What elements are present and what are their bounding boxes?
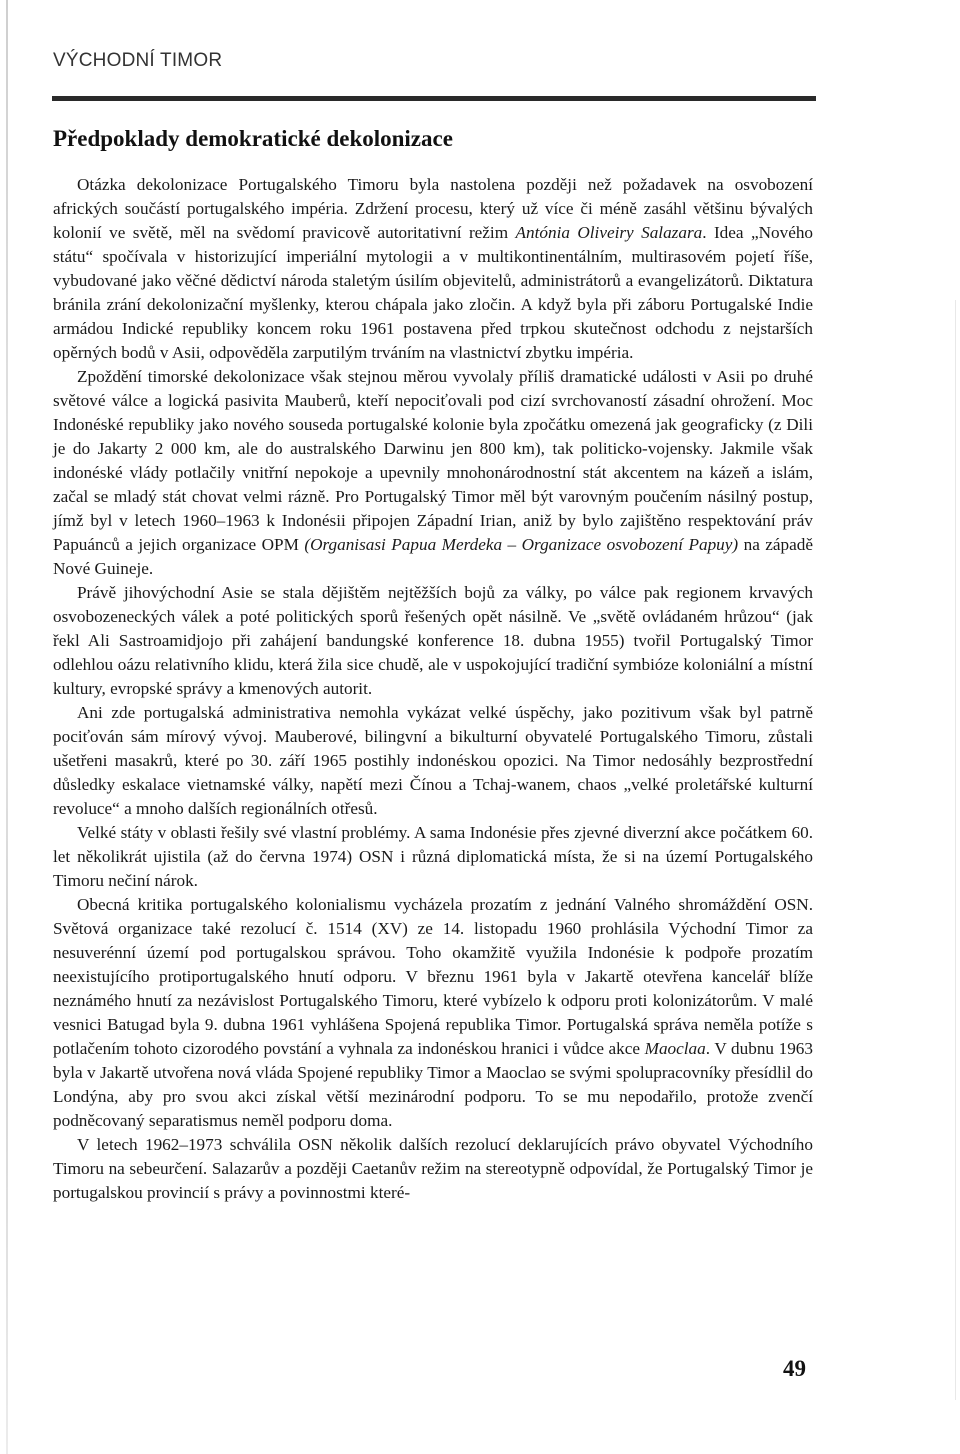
paragraph-text: V letech 1962–1973 schválila OSN několik dalších rezolucí deklarujících právo obyvatel Východního Timoru na sebeurčení. Salazarův a později Caetanův režim na stereotypně odpovídal, že Portugalský Timor je portugalskou provincií s právy a povinnostmi které-	[53, 1135, 813, 1202]
section-title: Předpoklady demokratické dekolonizace	[53, 126, 453, 151]
paragraph	[53, 1133, 813, 1205]
paragraph-text: Zpoždění timorské dekolonizace však stejnou měrou vyvolaly příliš dramatické události v Asii po druhé světové válce a logická pasivita Mauberů, kteří nepociťovali pod cizí svrchovaností zásadní ohrožení. Moc Indonéské republiky jako nového souseda portugalské kolonie byla zpočátku omezená jak geograficky (z Dili je do Jakarty 2 000 km, ale do australského Darwinu jen 800 km), tak politicko-vojensky. Jakmile však indonéské vlády potlačily vnitřní nepokoje a upevnily mnohonárodnostní stát akcentem na kázeň a islám, začal se mladý stát chovat velmi rázně. Pro Portugalský Timor měl být varovným poučením násilný postup, jímž byl v letech 1960–1963 k Indonésii připojen Západní Irian, aniž by bylo zajištěno respektování práv Papuánců a jejich organizace OPM	[53, 367, 813, 554]
paragraph	[53, 365, 813, 581]
scan-edge	[6, 0, 8, 1454]
paragraph	[53, 893, 813, 1133]
header-rule	[52, 96, 816, 101]
paragraph-text: Právě jihovýchodní Asie se stala dějištěm nejtěžších bojů za války, po válce pak regionem krvavých osvobozeneckých válek a poté politických sporů řešených opět násilně. Ve „světě ovládaném hrůzou“ (jak řekl Ali Sastroamidjojo při zahájení bandungské konference 18. dubna 1955) tvořil Portugalský Timor odlehlou oázu relativního klidu, která žila sice chudě, ale v uspokojující tradiční symbióze koloniální a místní kultury, evropské správy a kmenových autorit.	[53, 583, 813, 698]
paragraph	[53, 173, 813, 365]
paragraph-text: Otázka dekolonizace Portugalského Timoru byla nastolena později než požadavek na osvobození afrických součástí portugalského impéria. Zdržení procesu, který už více či méně zasáhl většinu bývalých kolonií ve světě, měl na svědomí pravicově autoritativní režim	[53, 175, 813, 242]
paragraph	[53, 821, 813, 893]
italic-name: Maoclaa	[644, 1039, 706, 1058]
paragraph-text: . Idea „Nového státu“ spočívala v historizující imperiální mytologii a v multikontinentálním, multirasovém pojetí říše, vybudované jako věčné dědictví národa staletým úsilím objevitelů, administrátorů a evangelizátorů. Diktatura bránila zrání dekolonizační myšlenky, kterou chápala jako zločin. A když byla při záboru Portugalské Indie armádou Indické republiky koncem roku 1961 postavena před trpkou skutečnost odchodu z nejstarších opěrných bodů v Asii, odpověděla zarputilým trváním na vlastnictví zbytku impéria.	[53, 223, 814, 362]
body-text	[53, 173, 813, 1205]
page-number: 49	[783, 1356, 806, 1381]
italic-name: Antónia Oliveiry Salazara	[515, 223, 703, 242]
paragraph-text: Ani zde portugalská administrativa nemohla vykázat velké úspěchy, jako pozitivum však byl patrně pociťován sám mírový vývoj. Mauberové, bilingvní a bikulturní obyvatelé Portugalského Timoru, zůstali ušetřeni masakrů, které po 30. září 1965 postihly indonéskou opozici. Na Timor nedosáhly bezprostřední důsledky eskalace vietnamské války, napětí mezi Čínou a Tchaj-wanem, chaos „velké proletářské kulturní revoluce“ a mnoho dalších regionálních otřesů.	[53, 703, 813, 818]
running-header: VÝCHODNÍ TIMOR	[53, 50, 223, 71]
paragraph-text: Velké státy v oblasti řešily své vlastní problémy. A sama Indonésie přes zjevné diverzní akce počátkem 60. let několikrát ujistila (až do června 1974) OSN i různá diplomatická místa, že si na území Portugalského Timoru nečiní nárok.	[53, 823, 813, 890]
paragraph-text: Obecná kritika portugalského kolonialismu vycházela prozatím z jednání Valného shromáždění OSN. Světová organizace také rezolucí č. 1514 (XV) ze 14. listopadu 1960 prohlásila Východní Timor za nesuverénní území pod portugalskou správou. Toho okamžitě využila Indonésie k podpoře prozatím neexistujícího protiportugalského hnutí odporu. V březnu 1961 byla v Jakartě otevřena kancelář blíže neznámého hnutí za nezávislost Portugalského Timoru, které vybízelo k odporu proti kolonizátorům. V malé vesnici Batugad byla 9. dubna 1961 vyhlášena Spojená republika Timor. Portugalská správa neměla potíže s potlačením tohoto cizorodého povstání a vyhnala za indonéskou hranici i vůdce akce	[53, 895, 813, 1058]
paragraph	[53, 701, 813, 821]
paragraph	[53, 581, 813, 701]
paragraph-text: na západě Nové Guineje.	[53, 535, 813, 578]
paragraph-text: . V dubnu 1963 byla v Jakartě utvořena nová vláda Spojené republiky Timor a Maoclao se svými spolupracovníky přesídlil do Londýna, aby pro svou akci získal větší mezinárodní podporu. To se mu nepodařilo, protože zvenčí podněcovaný separatismus neměl podporu doma.	[53, 1039, 813, 1130]
scan-edge-right	[955, 300, 956, 1400]
italic-term: (Organisasi Papua Merdeka – Organizace osvobození Papuy)	[304, 535, 739, 554]
